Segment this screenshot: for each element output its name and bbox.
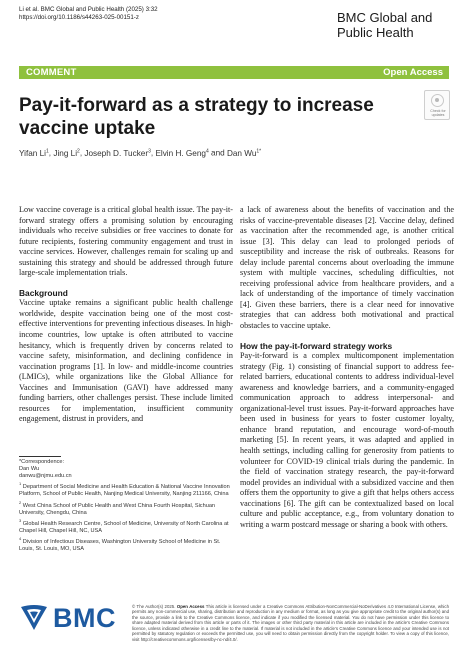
check-for-updates-label: Check for updates [430,109,446,118]
right-column [240,205,454,530]
how-it-works-text: Pay-it-forward is a complex multicomponent implementation strategy (Fig. 1) consisting of financial support to address fee-related barriers, educational contents to address individual-level awareness and knowledge barriers, and a community-engaged communication approach to address interpersonal- and organizational-level trust issues. Pay-it-forward approaches have been used in business for years to foster customer loyalty, enhance brand reputation, and encourage word-of-mouth marketing [5]. In recent years, it was adapted and applied in health settings, including calling for generosity from patients to volunteer for COVID-19 clinical trials during the pandemic. In the field of vaccination strategy research, the pay-it-forward model provides an individual with a subsidized vaccine and then offers them the opportunity to give a gift that helps others access vaccinations [6]. The gift can be contextualized based on local culture and public acceptance, e.g., from voluntary donation to writing a warm postcard message or sharing a book with others. [240,351,454,529]
background-text: Vaccine uptake remains a significant public health challenge worldwide, despite vaccination being one of the most cost-effective interventions for preventing infectious diseases. In high-income countries, low uptake is often attributed to vaccine hesitancy, which is frequently driven by concerns related to vaccine safety, misinformation, and declining confidence in vaccination programs [1]. In low- and middle-income countries (LMICs), while organizations like the Global Alliance for Vaccines and Immunisation (GAVI) have addressed many funding barriers, other challenges persist. These include limited resources for implementation, insufficient community engagement, distrust in providers, and [19,298,233,424]
article-type-band [19,66,449,79]
affiliation: $^2$ West China School of Public Health and West China Fourth Hospital, Sichuan University, Chengdu, China [19,499,216,516]
author-list: Yifan Li$^1$, Jing Li$^2$, Joseph D. Tucker$^3$, Elvin H. Geng$^4$ and Dan $Wu^{1*}$ [19,148,262,158]
license-statement [132,604,449,642]
doi-link[interactable]: https://doi.org/10.1186/s44263-025-00151-z [19,14,139,21]
correspondence-name: Dan Wu [19,466,40,473]
how-it-works-heading: How the pay-it-forward strategy works [240,340,393,351]
author[interactable]: Yifan Li$^1$ [19,148,49,158]
background-heading: Background [19,287,68,298]
affiliation: $^3$ Global Health Research Centre, School of Medicine, University of North Carolina at Chapel Hill, Chapel Hill, NC, USA [19,517,229,534]
abstract-text: Low vaccine coverage is a critical global health issue. The pay-it-forward strategy offers a promising solution by encouraging individuals who receive subsidies or free vaccines to donate for future recipients, fostering community engagement and trust in vaccine services. However, challenges remain for scaling up and sustaining this strategy and should be addressed through future large-scale implementation trials. [19,205,233,278]
bmc-logo[interactable] [19,603,119,633]
author[interactable]: Jing Li$^2$ [53,148,80,158]
author[interactable]: Dan $Wu^{1*}$ [226,148,262,158]
left-column [19,205,233,425]
citation-line: Li et al. BMC Global and Public Health (2025) 3:32 [19,6,158,13]
bmc-logo-icon [19,604,49,631]
article-title: Pay-it-forward as a strategy to increase vaccine uptake [19,95,374,139]
bmc-logo-text: BMC [53,603,116,633]
author[interactable]: Joseph D. Tucker$^3$ [84,148,151,158]
affiliation: $^4$ Division of Infectious Diseases, Washington University School of Medicine in St. Louis, St. Louis, MO, USA [19,535,221,552]
open-access-bold: Open Access [176,604,205,609]
journal-name-line: Public Health [337,25,414,40]
correspondence-email[interactable]: danwu@njmu.edu.cn [19,473,72,480]
page-header [0,0,467,60]
journal-name [337,10,449,40]
copyright-text: © The Author(s) 2025. [132,604,177,609]
barriers-paragraph: a lack of awareness about the benefits of vaccination and the risks of vaccine-preventable diseases [2]. Vaccine delay, defined as vaccination after the recommended age, is another critical issue [3]. This delay can lead to prolonged periods of susceptibility and increase the risk of outbreaks. Reasons for delay include parental concerns about overloading the immune system with multiple vaccines, scheduling difficulties, not receiving professional advice from healthcare providers, and a lack of understanding of the importance of timely vaccination [4]. Given these barriers, there is a clear need for innovative strategies that can address both motivational and practical obstacles to vaccine uptake. [240,205,454,331]
author[interactable]: Elvin H. Geng$^4$ [155,148,209,158]
open-access-label: Open Access [383,67,443,78]
correspondence-label: *Correspondence: [19,459,65,465]
affiliation: $^1$ Department of Social Medicine and Health Education & National Vaccine Innovation Platform, School of Public Health, Nanjing Medical University, Nanjing 211166, China [19,481,230,498]
check-for-updates-button[interactable] [424,90,450,120]
license-text: This article is licensed under a Creative Commons Attribution-NonCommercial-NoDerivatives 4.0 International License, which permits any non-commercial use, sharing, distribution and reproduction in any medium or format, as long as you give appropriate credit to the original author(s) and the source, provide a link to the Creative Commons licence, and indicate if you modified the licensed material. You do not have permission under this licence to share adapted material derived from this article or parts of it. The images or other third party material in this article are included in the article’s Creative Commons licence, unless indicated otherwise in a credit line to the material. If material is not included in the article’s Creative Commons licence and your intended use is not permitted by statutory regulation or exceeds the permitted use, you will need to obtain permission directly from the copyright holder. To view a copy of this licence, visit http://creativecommons.org/licenses/by-nc-nd/4.0/. [132,604,449,642]
journal-name-line: BMC Global and [337,10,433,25]
footnotes [19,459,233,553]
footnote-divider [19,456,61,457]
article-type-label: COMMENT [26,67,77,78]
citation-block [19,6,158,22]
check-for-updates-icon [431,94,444,107]
